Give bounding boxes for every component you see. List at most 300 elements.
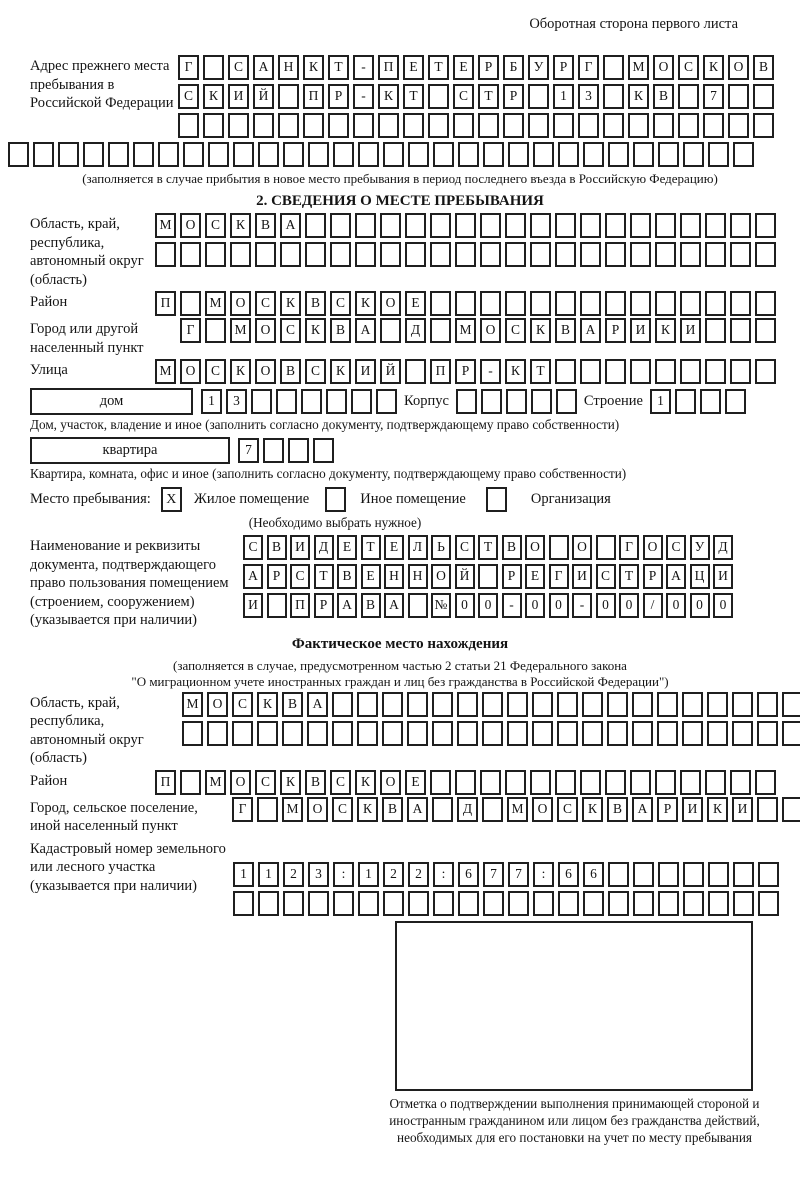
char-cell[interactable] <box>183 142 204 167</box>
char-cell[interactable]: М <box>507 797 528 822</box>
char-cell[interactable]: И <box>682 797 703 822</box>
char-cell[interactable]: С <box>455 535 475 560</box>
char-cell[interactable]: 0 <box>619 593 639 618</box>
char-cell[interactable] <box>603 84 624 109</box>
char-cell[interactable]: Б <box>503 55 524 80</box>
char-cell[interactable]: М <box>282 797 303 822</box>
char-cell[interactable]: С <box>666 535 686 560</box>
char-cell[interactable] <box>555 291 576 316</box>
char-cell[interactable] <box>753 113 774 138</box>
char-cell[interactable] <box>382 721 403 746</box>
char-cell[interactable] <box>680 359 701 384</box>
char-cell[interactable]: Т <box>619 564 639 589</box>
char-cell[interactable]: И <box>680 318 701 343</box>
char-cell[interactable] <box>255 242 276 267</box>
char-cell[interactable]: И <box>713 564 733 589</box>
char-cell[interactable] <box>428 113 449 138</box>
char-cell[interactable] <box>757 692 778 717</box>
char-cell[interactable]: О <box>380 291 401 316</box>
char-cell[interactable]: Р <box>503 84 524 109</box>
char-cell[interactable] <box>725 389 746 414</box>
char-cell[interactable]: С <box>243 535 263 560</box>
char-cell[interactable]: / <box>643 593 663 618</box>
char-cell[interactable] <box>533 891 554 916</box>
char-cell[interactable]: Й <box>380 359 401 384</box>
char-cell[interactable] <box>608 891 629 916</box>
char-cell[interactable] <box>508 891 529 916</box>
char-cell[interactable] <box>607 692 628 717</box>
char-cell[interactable]: И <box>228 84 249 109</box>
char-cell[interactable]: К <box>203 84 224 109</box>
char-cell[interactable]: Н <box>278 55 299 80</box>
char-cell[interactable]: Р <box>657 797 678 822</box>
char-cell[interactable] <box>732 721 753 746</box>
char-cell[interactable] <box>530 213 551 238</box>
char-cell[interactable] <box>355 213 376 238</box>
char-cell[interactable] <box>155 242 176 267</box>
char-cell[interactable]: Ь <box>431 535 451 560</box>
char-cell[interactable] <box>582 692 603 717</box>
char-cell[interactable]: К <box>378 84 399 109</box>
char-cell[interactable]: С <box>678 55 699 80</box>
char-cell[interactable]: 0 <box>525 593 545 618</box>
char-cell[interactable] <box>730 318 751 343</box>
char-cell[interactable] <box>253 113 274 138</box>
char-cell[interactable]: Н <box>384 564 404 589</box>
char-cell[interactable]: О <box>653 55 674 80</box>
char-cell[interactable] <box>376 389 397 414</box>
char-cell[interactable]: В <box>555 318 576 343</box>
char-cell[interactable]: К <box>330 359 351 384</box>
char-cell[interactable] <box>430 318 451 343</box>
char-cell[interactable] <box>603 113 624 138</box>
char-cell[interactable]: Т <box>478 84 499 109</box>
char-cell[interactable]: П <box>303 84 324 109</box>
char-cell[interactable] <box>180 770 201 795</box>
char-cell[interactable]: А <box>355 318 376 343</box>
char-cell[interactable]: Т <box>314 564 334 589</box>
char-cell[interactable] <box>532 692 553 717</box>
char-cell[interactable]: С <box>205 213 226 238</box>
char-cell[interactable] <box>405 359 426 384</box>
char-cell[interactable] <box>580 213 601 238</box>
char-cell[interactable]: О <box>380 770 401 795</box>
char-cell[interactable] <box>205 318 226 343</box>
char-cell[interactable] <box>83 142 104 167</box>
char-cell[interactable] <box>483 142 504 167</box>
char-cell[interactable]: П <box>155 770 176 795</box>
char-cell[interactable] <box>358 891 379 916</box>
char-cell[interactable]: - <box>353 84 374 109</box>
char-cell[interactable] <box>583 891 604 916</box>
char-cell[interactable] <box>558 891 579 916</box>
char-cell[interactable] <box>755 242 776 267</box>
char-cell[interactable] <box>430 213 451 238</box>
char-cell[interactable] <box>313 438 334 463</box>
char-cell[interactable]: К <box>355 770 376 795</box>
char-cell[interactable] <box>278 113 299 138</box>
char-cell[interactable]: Ц <box>690 564 710 589</box>
char-cell[interactable] <box>703 113 724 138</box>
char-cell[interactable] <box>657 721 678 746</box>
char-cell[interactable]: 7 <box>508 862 529 887</box>
char-cell[interactable] <box>653 113 674 138</box>
char-cell[interactable] <box>755 318 776 343</box>
char-cell[interactable] <box>705 770 726 795</box>
char-cell[interactable] <box>480 770 501 795</box>
char-cell[interactable] <box>158 142 179 167</box>
char-cell[interactable] <box>632 692 653 717</box>
char-cell[interactable] <box>233 142 254 167</box>
char-cell[interactable]: В <box>280 359 301 384</box>
char-cell[interactable]: Н <box>408 564 428 589</box>
char-cell[interactable] <box>207 721 228 746</box>
char-cell[interactable]: К <box>280 291 301 316</box>
char-cell[interactable]: Т <box>403 84 424 109</box>
char-cell[interactable] <box>357 721 378 746</box>
char-cell[interactable] <box>782 797 800 822</box>
char-cell[interactable] <box>483 891 504 916</box>
char-cell[interactable] <box>658 142 679 167</box>
char-cell[interactable] <box>308 142 329 167</box>
char-cell[interactable] <box>276 389 297 414</box>
char-cell[interactable] <box>507 721 528 746</box>
char-cell[interactable] <box>530 291 551 316</box>
char-cell[interactable] <box>630 359 651 384</box>
char-cell[interactable] <box>658 862 679 887</box>
char-cell[interactable]: М <box>230 318 251 343</box>
char-cell[interactable] <box>580 770 601 795</box>
char-cell[interactable] <box>428 84 449 109</box>
char-cell[interactable] <box>333 142 354 167</box>
char-cell[interactable] <box>408 891 429 916</box>
char-cell[interactable] <box>730 213 751 238</box>
char-cell[interactable] <box>705 318 726 343</box>
char-cell[interactable]: Р <box>605 318 626 343</box>
checkbox-residential[interactable]: X <box>161 487 182 512</box>
char-cell[interactable]: О <box>431 564 451 589</box>
char-cell[interactable]: В <box>305 770 326 795</box>
char-cell[interactable]: А <box>580 318 601 343</box>
char-cell[interactable]: И <box>243 593 263 618</box>
char-cell[interactable] <box>482 721 503 746</box>
char-cell[interactable]: А <box>280 213 301 238</box>
char-cell[interactable]: Д <box>457 797 478 822</box>
char-cell[interactable]: Д <box>405 318 426 343</box>
char-cell[interactable] <box>478 564 498 589</box>
char-cell[interactable] <box>380 213 401 238</box>
char-cell[interactable] <box>705 291 726 316</box>
char-cell[interactable]: О <box>307 797 328 822</box>
char-cell[interactable]: Е <box>361 564 381 589</box>
char-cell[interactable] <box>730 242 751 267</box>
char-cell[interactable] <box>580 359 601 384</box>
char-cell[interactable]: К <box>357 797 378 822</box>
char-cell[interactable] <box>630 291 651 316</box>
char-cell[interactable]: Т <box>478 535 498 560</box>
char-cell[interactable]: Д <box>713 535 733 560</box>
char-cell[interactable] <box>680 242 701 267</box>
char-cell[interactable]: С <box>332 797 353 822</box>
char-cell[interactable] <box>605 359 626 384</box>
char-cell[interactable]: В <box>502 535 522 560</box>
char-cell[interactable]: С <box>453 84 474 109</box>
char-cell[interactable]: П <box>430 359 451 384</box>
char-cell[interactable]: Е <box>525 564 545 589</box>
char-cell[interactable] <box>455 770 476 795</box>
char-cell[interactable]: С <box>178 84 199 109</box>
char-cell[interactable] <box>605 213 626 238</box>
char-cell[interactable] <box>332 692 353 717</box>
char-cell[interactable]: П <box>378 55 399 80</box>
char-cell[interactable] <box>755 770 776 795</box>
char-cell[interactable]: А <box>407 797 428 822</box>
char-cell[interactable]: 3 <box>226 389 247 414</box>
char-cell[interactable] <box>258 142 279 167</box>
char-cell[interactable]: С <box>557 797 578 822</box>
char-cell[interactable]: Т <box>328 55 349 80</box>
char-cell[interactable] <box>455 213 476 238</box>
char-cell[interactable] <box>258 891 279 916</box>
char-cell[interactable]: О <box>207 692 228 717</box>
char-cell[interactable] <box>655 359 676 384</box>
char-cell[interactable]: 7 <box>483 862 504 887</box>
char-cell[interactable] <box>682 721 703 746</box>
char-cell[interactable]: М <box>455 318 476 343</box>
char-cell[interactable] <box>728 113 749 138</box>
char-cell[interactable] <box>655 213 676 238</box>
char-cell[interactable] <box>657 692 678 717</box>
char-cell[interactable] <box>733 142 754 167</box>
char-cell[interactable]: К <box>582 797 603 822</box>
char-cell[interactable] <box>478 113 499 138</box>
char-cell[interactable] <box>457 692 478 717</box>
char-cell[interactable] <box>707 692 728 717</box>
char-cell[interactable]: К <box>257 692 278 717</box>
char-cell[interactable]: В <box>305 291 326 316</box>
char-cell[interactable] <box>432 692 453 717</box>
char-cell[interactable]: 0 <box>690 593 710 618</box>
char-cell[interactable]: К <box>305 318 326 343</box>
char-cell[interactable] <box>455 242 476 267</box>
char-cell[interactable] <box>280 242 301 267</box>
char-cell[interactable] <box>383 891 404 916</box>
char-cell[interactable] <box>228 113 249 138</box>
char-cell[interactable]: У <box>528 55 549 80</box>
char-cell[interactable] <box>482 797 503 822</box>
char-cell[interactable] <box>33 142 54 167</box>
char-cell[interactable] <box>457 721 478 746</box>
char-cell[interactable]: - <box>572 593 592 618</box>
char-cell[interactable] <box>707 721 728 746</box>
char-cell[interactable]: К <box>280 770 301 795</box>
char-cell[interactable] <box>257 797 278 822</box>
char-cell[interactable] <box>528 84 549 109</box>
char-cell[interactable]: : <box>533 862 554 887</box>
char-cell[interactable] <box>283 891 304 916</box>
char-cell[interactable]: И <box>732 797 753 822</box>
char-cell[interactable] <box>303 113 324 138</box>
char-cell[interactable] <box>330 213 351 238</box>
char-cell[interactable]: Г <box>578 55 599 80</box>
char-cell[interactable]: С <box>228 55 249 80</box>
char-cell[interactable] <box>655 291 676 316</box>
char-cell[interactable] <box>305 242 326 267</box>
char-cell[interactable] <box>607 721 628 746</box>
char-cell[interactable]: Р <box>328 84 349 109</box>
char-cell[interactable]: А <box>337 593 357 618</box>
char-cell[interactable] <box>456 389 477 414</box>
char-cell[interactable] <box>633 862 654 887</box>
char-cell[interactable]: А <box>253 55 274 80</box>
char-cell[interactable] <box>683 142 704 167</box>
char-cell[interactable] <box>506 389 527 414</box>
char-cell[interactable] <box>630 213 651 238</box>
char-cell[interactable]: О <box>728 55 749 80</box>
char-cell[interactable] <box>728 84 749 109</box>
char-cell[interactable]: В <box>330 318 351 343</box>
char-cell[interactable] <box>555 242 576 267</box>
char-cell[interactable]: 0 <box>713 593 733 618</box>
char-cell[interactable] <box>733 862 754 887</box>
char-cell[interactable]: С <box>505 318 526 343</box>
char-cell[interactable] <box>283 142 304 167</box>
char-cell[interactable] <box>531 389 552 414</box>
char-cell[interactable]: Г <box>232 797 253 822</box>
char-cell[interactable] <box>480 291 501 316</box>
char-cell[interactable] <box>282 721 303 746</box>
char-cell[interactable]: В <box>653 84 674 109</box>
char-cell[interactable] <box>357 692 378 717</box>
char-cell[interactable]: Т <box>428 55 449 80</box>
char-cell[interactable] <box>705 359 726 384</box>
char-cell[interactable] <box>353 113 374 138</box>
char-cell[interactable]: В <box>337 564 357 589</box>
char-cell[interactable] <box>453 113 474 138</box>
char-cell[interactable]: Е <box>384 535 404 560</box>
char-cell[interactable] <box>326 389 347 414</box>
char-cell[interactable]: В <box>607 797 628 822</box>
char-cell[interactable] <box>178 113 199 138</box>
char-cell[interactable] <box>528 113 549 138</box>
char-cell[interactable]: М <box>205 291 226 316</box>
char-cell[interactable]: 3 <box>578 84 599 109</box>
char-cell[interactable] <box>180 291 201 316</box>
char-cell[interactable]: В <box>753 55 774 80</box>
char-cell[interactable] <box>755 359 776 384</box>
char-cell[interactable]: П <box>155 291 176 316</box>
char-cell[interactable]: Р <box>478 55 499 80</box>
char-cell[interactable]: О <box>480 318 501 343</box>
char-cell[interactable] <box>378 113 399 138</box>
char-cell[interactable] <box>180 242 201 267</box>
char-cell[interactable]: А <box>243 564 263 589</box>
char-cell[interactable]: П <box>290 593 310 618</box>
char-cell[interactable]: С <box>290 564 310 589</box>
char-cell[interactable]: С <box>330 291 351 316</box>
char-cell[interactable] <box>549 535 569 560</box>
char-cell[interactable]: Т <box>530 359 551 384</box>
char-cell[interactable] <box>553 113 574 138</box>
char-cell[interactable]: К <box>703 55 724 80</box>
char-cell[interactable]: М <box>155 213 176 238</box>
char-cell[interactable] <box>530 770 551 795</box>
char-cell[interactable]: К <box>355 291 376 316</box>
char-cell[interactable]: Р <box>553 55 574 80</box>
char-cell[interactable] <box>583 142 604 167</box>
char-cell[interactable]: Д <box>314 535 334 560</box>
char-cell[interactable]: О <box>572 535 592 560</box>
char-cell[interactable]: К <box>628 84 649 109</box>
char-cell[interactable]: С <box>596 564 616 589</box>
char-cell[interactable]: О <box>255 318 276 343</box>
char-cell[interactable] <box>578 113 599 138</box>
char-cell[interactable]: 6 <box>458 862 479 887</box>
char-cell[interactable] <box>432 797 453 822</box>
char-cell[interactable] <box>230 242 251 267</box>
char-cell[interactable] <box>433 142 454 167</box>
char-cell[interactable]: А <box>666 564 686 589</box>
char-cell[interactable] <box>605 242 626 267</box>
char-cell[interactable] <box>733 891 754 916</box>
char-cell[interactable]: 2 <box>283 862 304 887</box>
char-cell[interactable] <box>430 770 451 795</box>
char-cell[interactable]: И <box>290 535 310 560</box>
char-cell[interactable] <box>382 692 403 717</box>
char-cell[interactable]: Й <box>455 564 475 589</box>
char-cell[interactable]: С <box>232 692 253 717</box>
char-cell[interactable] <box>505 291 526 316</box>
char-cell[interactable] <box>203 55 224 80</box>
char-cell[interactable] <box>630 242 651 267</box>
char-cell[interactable]: О <box>643 535 663 560</box>
char-cell[interactable]: Р <box>502 564 522 589</box>
char-cell[interactable] <box>480 213 501 238</box>
char-cell[interactable] <box>680 213 701 238</box>
char-cell[interactable]: О <box>525 535 545 560</box>
char-cell[interactable]: Г <box>549 564 569 589</box>
char-cell[interactable]: А <box>307 692 328 717</box>
char-cell[interactable]: - <box>353 55 374 80</box>
char-cell[interactable]: К <box>707 797 728 822</box>
char-cell[interactable]: 0 <box>455 593 475 618</box>
char-cell[interactable] <box>433 891 454 916</box>
char-cell[interactable] <box>757 797 778 822</box>
char-cell[interactable] <box>405 242 426 267</box>
char-cell[interactable]: В <box>255 213 276 238</box>
char-cell[interactable] <box>555 213 576 238</box>
char-cell[interactable] <box>133 142 154 167</box>
char-cell[interactable]: Р <box>314 593 334 618</box>
char-cell[interactable]: Л <box>408 535 428 560</box>
char-cell[interactable]: С <box>305 359 326 384</box>
char-cell[interactable]: У <box>690 535 710 560</box>
char-cell[interactable] <box>700 389 721 414</box>
char-cell[interactable] <box>58 142 79 167</box>
char-cell[interactable] <box>782 692 800 717</box>
char-cell[interactable]: 1 <box>358 862 379 887</box>
char-cell[interactable]: 0 <box>596 593 616 618</box>
char-cell[interactable]: Е <box>403 55 424 80</box>
char-cell[interactable] <box>730 359 751 384</box>
char-cell[interactable]: 0 <box>478 593 498 618</box>
char-cell[interactable] <box>182 721 203 746</box>
char-cell[interactable]: Е <box>337 535 357 560</box>
char-cell[interactable] <box>505 242 526 267</box>
char-cell[interactable]: И <box>630 318 651 343</box>
char-cell[interactable] <box>505 213 526 238</box>
char-cell[interactable]: Е <box>405 770 426 795</box>
